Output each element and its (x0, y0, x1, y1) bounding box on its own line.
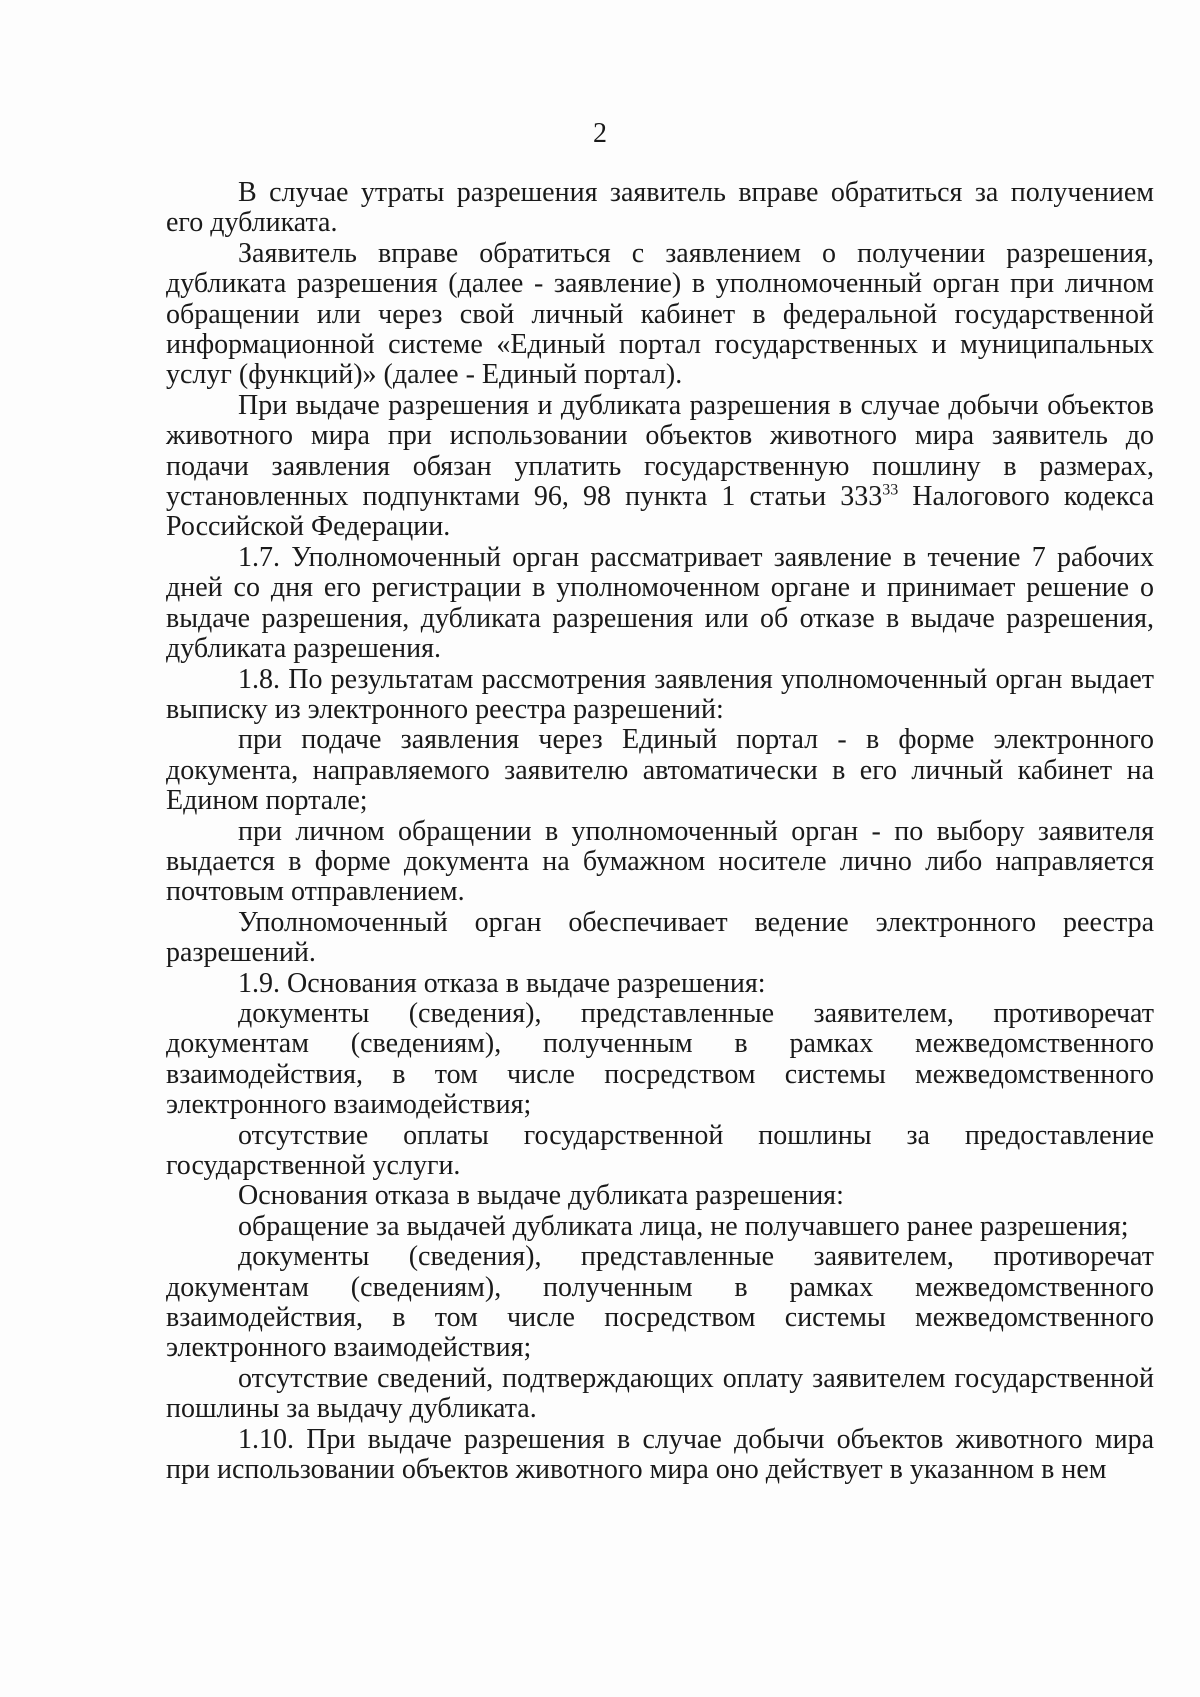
paragraph-duplicate-loss: В случае утраты разрешения заявитель вправе обратиться за получением его дубликата. (166, 177, 1154, 239)
paragraph-duplicate-no-prior: обращение за выдачей дубликата лица, не получавшего ранее разрешения; (238, 1210, 1129, 1242)
paragraph-application-channels: Заявитель вправе обратиться с заявлением о получении разрешения, дубликата разрешения (далее - заявление) в уполномоченный орган при личном обращении или через свой личный кабинет в федеральной государственной информационной системе «Единый портал государственных и муниципальных услуг (функций)» (далее - Единый портал). (166, 237, 1154, 391)
article-superscript: 33 (882, 481, 899, 499)
paragraph-state-fee (166, 391, 1154, 543)
page-number: 2 (593, 118, 607, 149)
paragraph-1-10: 1.10. При выдаче разрешения в случае добычи объектов животного мира при использовании объектов животного мира оно действует в указанном в нем (166, 1423, 1154, 1486)
paragraph-1-8: 1.8. По результатам рассмотрения заявления уполномоченный орган выдает выписку из электронного реестра разрешений: (166, 663, 1154, 725)
paragraph-personal-visit: при личном обращении в уполномоченный орган - по выбору заявителя выдается в форме документа на бумажном носителе лично либо направляется почтовым отправлением. (166, 815, 1154, 908)
paragraph-duplicate-no-payment: отсутствие сведений, подтверждающих оплату заявителем государственной пошлины за выдачу дубликата. (166, 1362, 1154, 1425)
document-body (166, 178, 1154, 1485)
paragraph-duplicate-refusal-heading: Основания отказа в выдаче дубликата разрешения: (238, 1180, 844, 1212)
paragraph-refusal-contradiction: документы (сведения), представленные заявителем, противоречат документам (сведениям), полученным в рамках межведомственного взаимодействия, в том числе посредством системы межведомственного электронного взаимодействия; (166, 997, 1154, 1121)
paragraph-refusal-no-payment: отсутствие оплаты государственной пошлины за предоставление государственной услуги. (166, 1119, 1154, 1181)
paragraph-portal-submission: при подаче заявления через Единый портал - в форме электронного документа, направляемого заявителю автоматически в его личный кабинет на Едином портале; (166, 724, 1154, 817)
paragraph-registry: Уполномоченный орган обеспечивает ведение электронного реестра разрешений. (166, 906, 1154, 969)
state-fee-text: При выдаче разрешения и дубликата разрешения в случае добычи объектов животного мира при использовании объектов животного мира заявитель до подачи заявления обязан уплатить государственную пошлину в размерах, установленных подпунктами 96, 98 пункта 1 статьи 333 (166, 389, 1154, 513)
paragraph-1-7: 1.7. Уполномоченный орган рассматривает заявление в течение 7 рабочих дней со дня его регистрации в уполномоченном органе и принимает решение о выдаче разрешения, дубликата разрешения или об отказе в выдаче разрешения, дубликата разрешения. (166, 541, 1154, 665)
paragraph-duplicate-contradiction: документы (сведения), представленные заявителем, противоречат документам (сведениям), полученным в рамках межведомственного взаимодействия, в том числе посредством системы межведомственного электронного взаимодействия; (166, 1241, 1154, 1364)
paragraph-1-9: 1.9. Основания отказа в выдаче разрешения: (238, 967, 766, 999)
state-fee-text-end: Налогового кодекса Российской Федерации. (166, 481, 1154, 543)
